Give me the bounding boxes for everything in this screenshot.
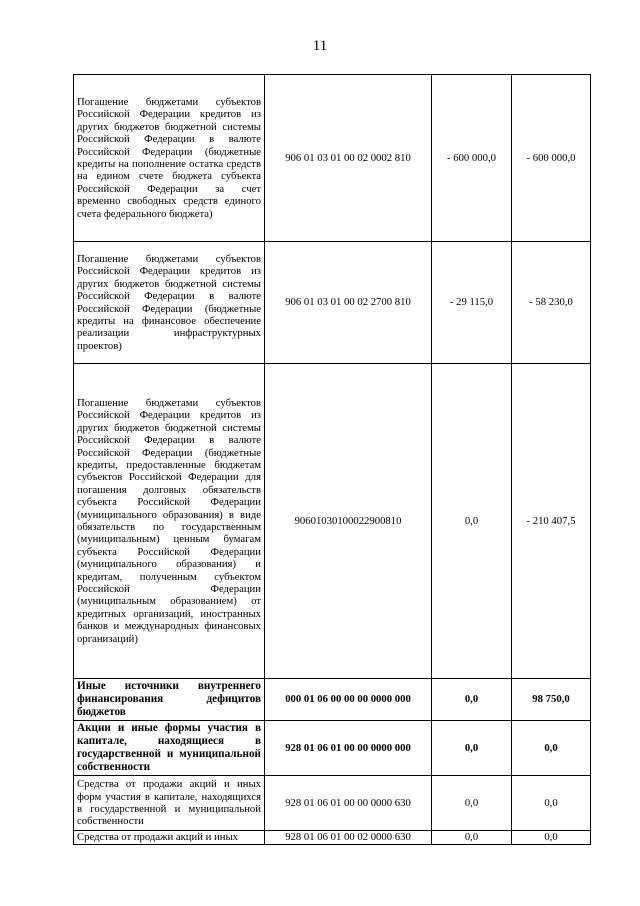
row-value-2: - 210 407,5	[512, 364, 591, 679]
row-name: Средства от продажи акций и иных форм участия в капитале, находящихся в государственной и муниципальной собственности	[74, 776, 265, 831]
table-row	[74, 242, 591, 364]
row-value-1: 0,0	[432, 364, 512, 679]
table-row	[74, 721, 591, 776]
row-name: Погашение бюджетами субъектов Российской Федерации кредитов из других бюджетов бюджетной системы Российской Федерации в валюте Российской Федерации (бюджетные кредиты на финансовое обеспечение реализации инфраструктурных проектов)	[74, 242, 265, 364]
row-value-2: 0,0	[512, 776, 591, 831]
page-number: 11	[312, 38, 328, 54]
row-value-1: 0,0	[432, 831, 512, 845]
row-name: Иные источники внутреннего финансирования дефицитов бюджетов	[74, 679, 265, 721]
row-value-1: - 29 115,0	[432, 242, 512, 364]
row-code: 928 01 06 01 00 00 0000 630	[265, 776, 432, 831]
table-row	[74, 364, 591, 679]
row-value-1: 0,0	[432, 776, 512, 831]
table-row	[74, 831, 591, 845]
row-name: Погашение бюджетами субъектов Российской Федерации кредитов из других бюджетов бюджетной системы Российской Федерации в валюте Российской Федерации (бюджетные кредиты на пополнение остатка средств на едином счете бюджета субъекта Российской Федерации за счет временно свободных средств единого счета федерального бюджета)	[74, 75, 265, 242]
row-value-2: 98 750,0	[512, 679, 591, 721]
row-code: 906 01 03 01 00 02 2700 810	[265, 242, 432, 364]
row-value-2: - 600 000,0	[512, 75, 591, 242]
row-value-2: 0,0	[512, 721, 591, 776]
row-code: 000 01 06 00 00 00 0000 000	[265, 679, 432, 721]
row-name: Погашение бюджетами субъектов Российской Федерации кредитов из других бюджетов бюджетной системы Российской Федерации в валюте Российской Федерации (бюджетные кредиты, предоставленные бюджетам субъектов Российской Федерации для погашения долговых обязательств субъекта Российской Федерации (муниципального образования) в виде обязательств по государственным (муниципальным) ценным бумагам субъекта Российской Федерации (муниципального образования) и кредитам, полученным субъектом Российской Федерации (муниципальным образованием) от кредитных организаций, иностранных банков и международных финансовых организаций)	[74, 364, 265, 679]
budget-sources-table	[73, 74, 591, 845]
row-code: 906 01 03 01 00 02 0002 810	[265, 75, 432, 242]
table-row	[74, 75, 591, 242]
row-code: 928 01 06 01 00 00 0000 000	[265, 721, 432, 776]
row-value-2: 0,0	[512, 831, 591, 845]
row-value-1: 0,0	[432, 721, 512, 776]
row-code: 90601030100022900810	[265, 364, 432, 679]
row-name: Акции и иные формы участия в капитале, находящиеся в государственной и муниципальной собственности	[74, 721, 265, 776]
row-name: Средства от продажи акций и иных	[74, 831, 265, 845]
row-value-2: - 58 230,0	[512, 242, 591, 364]
row-value-1: - 600 000,0	[432, 75, 512, 242]
row-code: 928 01 06 01 00 02 0000 630	[265, 831, 432, 845]
table-row	[74, 679, 591, 721]
row-value-1: 0,0	[432, 679, 512, 721]
table-row	[74, 776, 591, 831]
